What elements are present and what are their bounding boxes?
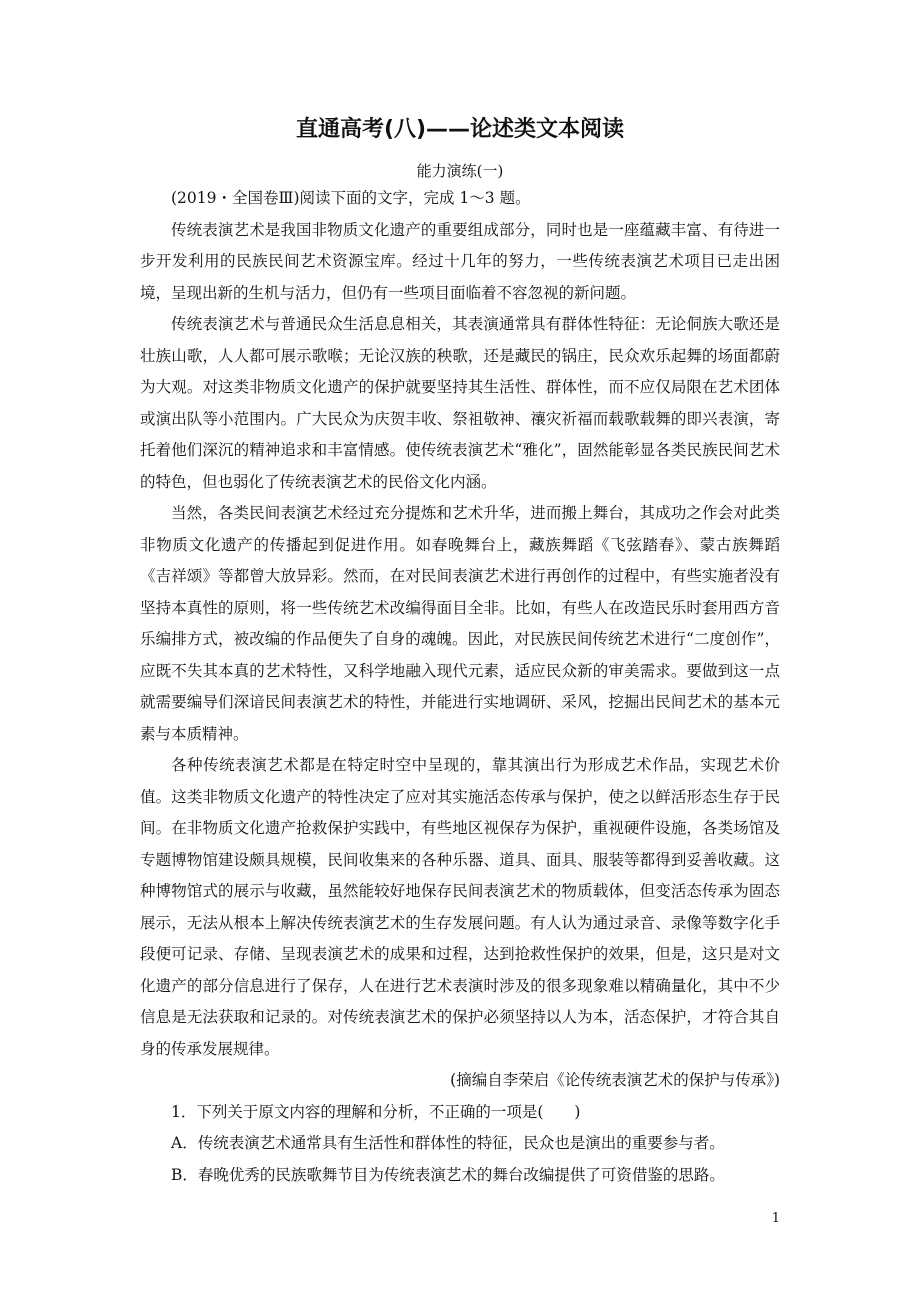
paragraph: 各种传统表演艺术都是在特定时空中呈现的，靠其演出行为形成艺术作品，实现艺术价值。这类非物质文化遗产的特性决定了应对其实施活态传承与保护，使之以鲜活形态生存于民间。在非物质文化遗产抢救保护实践中，有些地区视保存为保护，重视硬件设施，各类场馆及专题博物馆建设颇具规模，民间收集来的各种乐器、道具、面具、服装等都得到妥善收藏。这种博物馆式的展示与收藏，虽然能较好地保存民间表演艺术的物质载体，但变活态传承为固态展示，无法从根本上解决传统表演艺术的生存发展问题。有人认为通过录音、录像等数字化手段便可记录、存储、呈现表演艺术的成果和过程，达到抢救性保护的效果，但是，这只是对文化遗产的部分信息进行了保存，人在进行艺术表演时涉及的很多现象难以精确量化，其中不少信息是无法获取和记录的。对传统表演艺术的保护必须坚持以人为本，活态保护，才符合其自身的传承发展规律。 xyxy=(140,756,780,1058)
paragraph: 当然，各类民间表演艺术经过充分提炼和艺术升华，进而搬上舞台，其成功之作会对此类非物质文化遗产的传播起到促进作用。如春晚舞台上，藏族舞蹈《飞弦踏春》、蒙古族舞蹈《吉祥颂》等都曾大放异彩。然而，在对民间表演艺术进行再创作的过程中，有些实施者没有坚持本真性的原则，将一些传统艺术改编得面目全非。比如，有些人在改造民乐时套用西方音乐编排方式，被改编的作品便失了自身的魂魄。因此，对民族民间传统艺术进行“二度创作”，应既不失其本真的艺术特性，又科学地融入现代元素，适应民众新的审美需求。要做到这一点就需要编导们深谙民间表演艺术的特性，并能进行实地调研、采风，挖掘出民间艺术的基本元素与本质精神。 xyxy=(140,504,780,743)
page-number: 1 xyxy=(771,1211,780,1226)
instructions: (2019・全国卷Ⅲ)阅读下面的文字，完成 1～3 题。 xyxy=(171,189,531,207)
article-body xyxy=(140,183,780,1191)
source-citation: (摘编自李荣启《论传统表演艺术的保护与传承》) xyxy=(450,1071,780,1089)
page-title: 直通高考(八)——论述类文本阅读 xyxy=(295,117,625,142)
paragraph: 传统表演艺术是我国非物质文化遗产的重要组成部分，同时也是一座蕴藏丰富、有待进一步开发利用的民族民间艺术资源宝库。经过十几年的努力，一些传统表演艺术项目已走出困境，呈现出新的生机与活力，但仍有一些项目面临着不容忽视的新问题。 xyxy=(140,220,780,302)
paragraph: 传统表演艺术与普通民众生活息息相关，其表演通常具有群体性特征：无论侗族大歌还是壮族山歌，人人都可展示歌喉；无论汉族的秧歌，还是藏民的锅庄，民众欢乐起舞的场面都蔚为大观。对这类非物质文化遗产的保护就要坚持其生活性、群体性，而不应仅局限在艺术团体或演出队等小范围内。广大民众为庆贺丰收、祭祖敬神、禳灾祈福而载歌载舞的即兴表演，寄托着他们深沉的精神追求和丰富情感。使传统表演艺术“雅化”，固然能彰显各类民族民间艺术的特色，但也弱化了传统表演艺术的民俗文化内涵。 xyxy=(140,315,780,491)
question-option-b: B．春晚优秀的民族歌舞节目为传统表演艺术的舞台改编提供了可资借鉴的思路。 xyxy=(171,1165,725,1184)
page-subtitle: 能力演练(一) xyxy=(416,162,504,180)
question-option-a: A．传统表演艺术通常具有生活性和群体性的特征，民众也是演出的重要参与者。 xyxy=(171,1134,725,1152)
question-stem: 1．下列关于原文内容的理解和分析，不正确的一项是( ) xyxy=(171,1102,581,1121)
